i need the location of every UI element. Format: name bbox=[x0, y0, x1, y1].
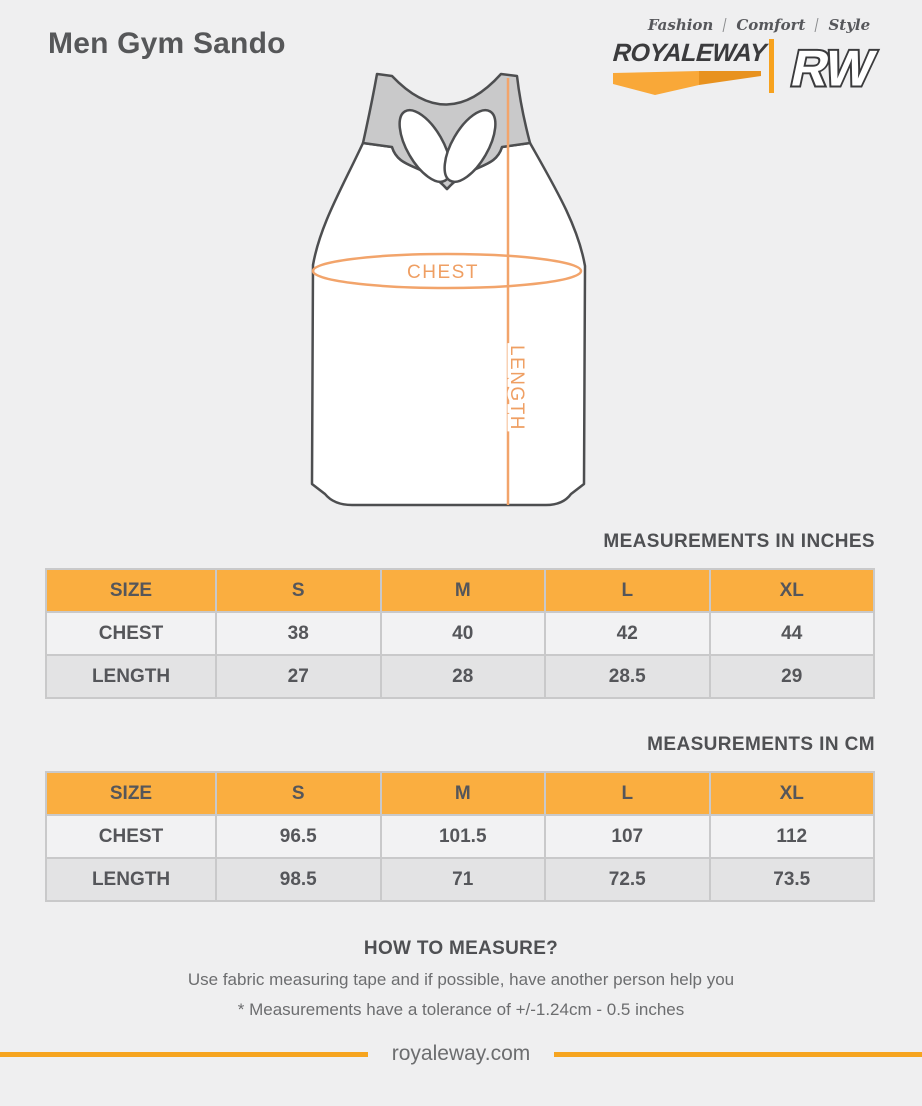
header-m: M bbox=[381, 772, 546, 815]
cell-length-m: 71 bbox=[381, 858, 546, 901]
row-label: LENGTH bbox=[46, 858, 216, 901]
cm-table-title: MEASUREMENTS IN CM bbox=[647, 734, 875, 755]
cell-length-s: 27 bbox=[216, 655, 381, 698]
header-l: L bbox=[545, 772, 710, 815]
table-row-chest bbox=[46, 815, 874, 858]
cell-chest-xl: 44 bbox=[710, 612, 875, 655]
tagline-word-comfort: Comfort bbox=[736, 16, 806, 34]
tagline-separator bbox=[815, 18, 819, 32]
brand-monogram bbox=[781, 39, 905, 97]
tank-top-diagram bbox=[280, 60, 660, 540]
tagline-separator bbox=[723, 18, 727, 32]
cm-table bbox=[45, 771, 875, 902]
brand-wordmark: ROYALEWAY bbox=[612, 39, 767, 67]
how-to-measure-line1: Use fabric measuring tape and if possible, have another person help you bbox=[187, 970, 735, 989]
header-xl: XL bbox=[710, 772, 875, 815]
row-label: LENGTH bbox=[46, 655, 216, 698]
length-label: LENGTH bbox=[506, 344, 527, 432]
table-row-length bbox=[46, 655, 874, 698]
how-to-measure-line2: * Measurements have a tolerance of +/-1.24cm - 0.5 inches bbox=[237, 1000, 685, 1019]
header-size: SIZE bbox=[46, 569, 216, 612]
cell-chest-s: 38 bbox=[216, 612, 381, 655]
cell-chest-m: 101.5 bbox=[381, 815, 546, 858]
cell-chest-m: 40 bbox=[381, 612, 546, 655]
cell-length-s: 98.5 bbox=[216, 858, 381, 901]
cell-length-xl: 73.5 bbox=[710, 858, 875, 901]
table-header-row bbox=[46, 569, 874, 612]
how-to-measure-section bbox=[0, 938, 922, 1020]
cell-chest-l: 107 bbox=[545, 815, 710, 858]
footer-left-rule bbox=[0, 1052, 368, 1057]
tagline-word-style: Style bbox=[828, 16, 871, 34]
how-to-measure-title: HOW TO MEASURE? bbox=[363, 938, 559, 959]
row-label: CHEST bbox=[46, 815, 216, 858]
header-l: L bbox=[545, 569, 710, 612]
tagline-word-fashion: Fashion bbox=[647, 16, 714, 34]
inches-table-title: MEASUREMENTS IN INCHES bbox=[603, 531, 875, 552]
header-size: SIZE bbox=[46, 772, 216, 815]
cell-length-l: 72.5 bbox=[545, 858, 710, 901]
table-header-row bbox=[46, 772, 874, 815]
footer bbox=[0, 1042, 922, 1066]
cell-chest-xl: 112 bbox=[710, 815, 875, 858]
inches-table bbox=[45, 568, 875, 699]
cell-chest-l: 42 bbox=[545, 612, 710, 655]
cell-length-l: 28.5 bbox=[545, 655, 710, 698]
brand-tagline bbox=[613, 16, 905, 34]
brand-monogram-text: RW bbox=[786, 39, 878, 97]
table-row-chest bbox=[46, 612, 874, 655]
footer-website: royaleway.com bbox=[391, 1042, 531, 1065]
row-label: CHEST bbox=[46, 612, 216, 655]
table-row-length bbox=[46, 858, 874, 901]
cell-length-m: 28 bbox=[381, 655, 546, 698]
page-title: Men Gym Sando bbox=[48, 27, 286, 60]
brand-divider-bar bbox=[769, 39, 774, 93]
header-s: S bbox=[216, 569, 381, 612]
footer-right-rule bbox=[554, 1052, 922, 1057]
header-s: S bbox=[216, 772, 381, 815]
cell-chest-s: 96.5 bbox=[216, 815, 381, 858]
header-xl: XL bbox=[710, 569, 875, 612]
header-m: M bbox=[381, 569, 546, 612]
chest-label: CHEST bbox=[407, 262, 479, 283]
cell-length-xl: 29 bbox=[710, 655, 875, 698]
tank-front-panel bbox=[312, 143, 585, 505]
